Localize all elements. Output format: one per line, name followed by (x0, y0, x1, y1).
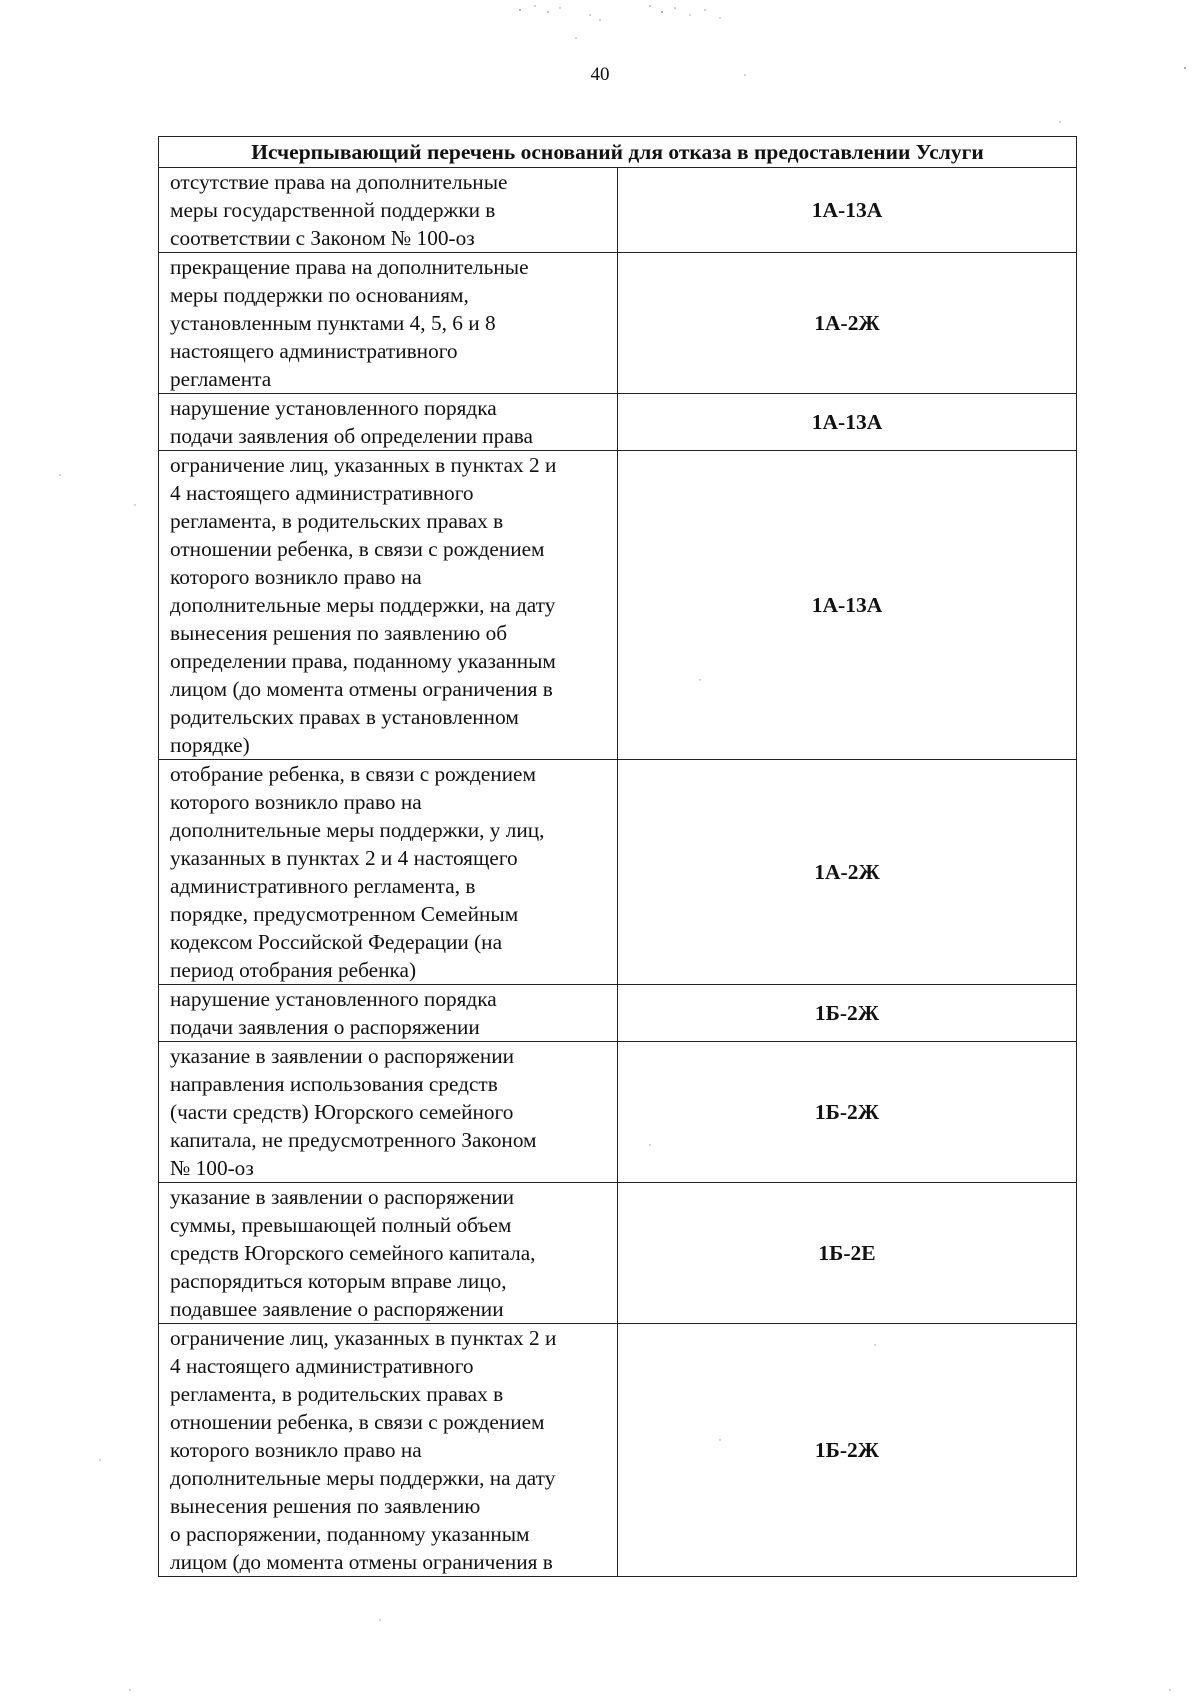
reason-text-line: прекращение права на дополнительные (170, 255, 529, 279)
table-header: Исчерпывающий перечень оснований для отказа в предоставлении Услуги (159, 137, 1077, 168)
reason-text-line: период отобрания ребенка) (170, 958, 417, 982)
reason-text-line: отношении ребенка, в связи с рождением (170, 1410, 545, 1434)
reason-cell (159, 253, 618, 394)
reason-code-cell: 1Б-2Ж (618, 1042, 1077, 1183)
table-row (159, 1324, 1077, 1577)
reason-code-cell: 1Б-2Ж (618, 1324, 1077, 1577)
reason-text-line: меры поддержки по основаниям, (170, 283, 469, 307)
reason-text-line: подавшее заявление о распоряжении (170, 1297, 504, 1321)
reason-text-line: средств Югорского семейного капитала, (170, 1241, 536, 1265)
reason-text-line: распорядиться которым вправе лицо, (170, 1269, 507, 1293)
page-number: 40 (590, 64, 610, 85)
reason-code-cell: 1А-13А (618, 168, 1077, 253)
reason-text-line: настоящего административного (170, 339, 458, 363)
reason-code-cell: 1А-13А (618, 394, 1077, 451)
reason-text-line: нарушение установленного порядка (170, 987, 497, 1011)
reason-text-line: порядке, предусмотренном Семейным (170, 902, 519, 926)
reason-text-line: указанных в пунктах 2 и 4 настоящего (170, 846, 518, 870)
reason-cell (159, 168, 618, 253)
table-row (159, 253, 1077, 394)
reason-text-line: капитала, не предусмотренного Законом (170, 1128, 537, 1152)
reason-text-line: которого возникло право на (170, 790, 422, 814)
reason-text-line: указание в заявлении о распоряжении (170, 1044, 515, 1068)
reason-text-line: направления использования средств (170, 1072, 498, 1096)
table-row (159, 760, 1077, 985)
reason-cell (159, 451, 618, 760)
reason-text-line: ограничение лиц, указанных в пунктах 2 и (170, 453, 557, 477)
reason-text-line: установленным пунктами 4, 5, 6 и 8 (170, 311, 496, 335)
reason-cell (159, 1042, 618, 1183)
reason-text-line: дополнительные меры поддержки, у лиц, (170, 818, 545, 842)
reason-text-line: меры государственной поддержки в (170, 198, 496, 222)
reason-text-line: о распоряжении, поданному указанным (170, 1522, 530, 1546)
reason-code-cell: 1А-2Ж (618, 760, 1077, 985)
reason-text-line: вынесения решения по заявлению об (170, 621, 508, 645)
table-row (159, 1183, 1077, 1324)
reason-text-line: вынесения решения по заявлению (170, 1494, 481, 1518)
reason-code-cell: 1А-2Ж (618, 253, 1077, 394)
table-row (159, 168, 1077, 253)
reason-text-line: (части средств) Югорского семейного (170, 1100, 514, 1124)
reason-code-cell: 1А-13А (618, 451, 1077, 760)
reason-text-line: родительских правах в установленном (170, 705, 519, 729)
reason-text-line: № 100-оз (170, 1156, 254, 1180)
reason-text-line: которого возникло право на (170, 565, 422, 589)
reason-text-line: регламента (170, 367, 272, 391)
reason-cell (159, 985, 618, 1042)
reason-text-line: административного регламента, в (170, 874, 476, 898)
reason-text-line: подачи заявления об определении права (170, 424, 534, 448)
reason-cell (159, 1324, 618, 1577)
table-row (159, 451, 1077, 760)
reason-text-line: суммы, превышающей полный объем (170, 1213, 512, 1237)
reason-code-cell: 1Б-2Ж (618, 985, 1077, 1042)
reason-text-line: 4 настоящего административного (170, 481, 474, 505)
reason-text-line: 4 настоящего административного (170, 1354, 474, 1378)
reason-text-line: отобрание ребенка, в связи с рождением (170, 762, 536, 786)
reason-text-line: подачи заявления о распоряжении (170, 1015, 480, 1039)
reason-text-line: порядке) (170, 733, 250, 757)
reason-text-line: указание в заявлении о распоряжении (170, 1185, 515, 1209)
reason-text-line: ограничение лиц, указанных в пунктах 2 и (170, 1326, 557, 1350)
table-body (159, 168, 1077, 1577)
reason-text-line: определении права, поданному указанным (170, 649, 556, 673)
reason-text-line: кодексом Российской Федерации (на (170, 930, 503, 954)
reason-text-line: лицом (до момента отмены ограничения в (170, 677, 553, 701)
reason-cell (159, 1183, 618, 1324)
reason-text-line: соответствии с Законом № 100-оз (170, 226, 475, 250)
reason-text-line: дополнительные меры поддержки, на дату (170, 593, 556, 617)
reason-text-line: регламента, в родительских правах в (170, 1382, 504, 1406)
reason-text-line: нарушение установленного порядка (170, 396, 497, 420)
reason-code-cell: 1Б-2Е (618, 1183, 1077, 1324)
refusal-reasons-table (158, 136, 1077, 1577)
table-row (159, 394, 1077, 451)
reason-text-line: лицом (до момента отмены ограничения в (170, 1550, 553, 1574)
table-row (159, 985, 1077, 1042)
reason-text-line: отношении ребенка, в связи с рождением (170, 537, 545, 561)
table-header-row (159, 137, 1077, 168)
reason-text-line: дополнительные меры поддержки, на дату (170, 1466, 556, 1490)
reason-cell (159, 760, 618, 985)
reason-text-line: отсутствие права на дополнительные (170, 170, 508, 194)
reason-text-line: регламента, в родительских правах в (170, 509, 504, 533)
reason-text-line: которого возникло право на (170, 1438, 422, 1462)
table-row (159, 1042, 1077, 1183)
reason-cell (159, 394, 618, 451)
